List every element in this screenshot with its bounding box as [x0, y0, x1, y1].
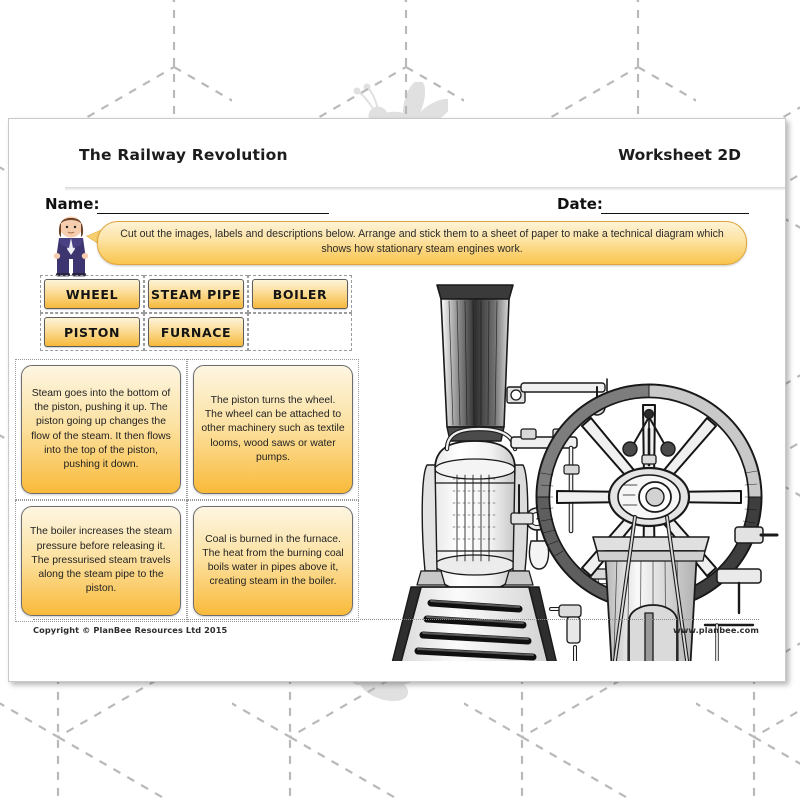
cutout-cell-empty — [248, 313, 352, 351]
name-label: Name: — [45, 195, 100, 213]
description-row-1 — [15, 359, 359, 500]
cutout-cell[interactable] — [187, 500, 359, 622]
label-cutouts — [40, 275, 352, 351]
label-chip-wheel[interactable]: WHEEL — [44, 279, 140, 309]
cutout-cell[interactable] — [40, 313, 144, 351]
label-chip-furnace[interactable]: FURNACE — [148, 317, 244, 347]
label-chip-steam-pipe[interactable]: STEAM PIPE — [148, 279, 244, 309]
worksheet-page — [8, 118, 786, 682]
website-link[interactable]: www.planbee.com — [673, 625, 759, 635]
description-text: The boiler increases the steam pressure before releasing it. The pressurised steam travels along the steam pipe to the piston. — [29, 526, 173, 595]
description-text: Coal is burned in the furnace. The heat from the burning coal boils water in pipes above it, creating steam in the boiler. — [202, 533, 344, 588]
page-header — [65, 137, 785, 188]
description-card-piston-steam[interactable] — [21, 365, 181, 494]
page-title: The Railway Revolution — [79, 146, 288, 164]
description-card-furnace[interactable] — [193, 506, 353, 616]
copyright-text: Copyright © PlanBee Resources Ltd 2015 — [33, 625, 228, 635]
cutout-cell[interactable] — [40, 275, 144, 313]
cutout-cell[interactable] — [144, 275, 248, 313]
label-row-2 — [40, 313, 352, 351]
cutout-cell[interactable] — [15, 359, 187, 500]
cutout-cell[interactable] — [15, 500, 187, 622]
name-date-row — [45, 193, 749, 219]
label-chip-boiler[interactable]: BOILER — [252, 279, 348, 309]
description-row-2 — [15, 500, 359, 622]
label-row-1 — [40, 275, 352, 313]
instruction-text: Cut out the images, labels and descriptions below. Arrange and stick them to a sheet of paper to make a technical diagram which shows how stationary steam engines work. — [120, 228, 724, 255]
instruction-banner — [97, 221, 747, 265]
steam-engine-illustration — [361, 269, 779, 661]
description-card-boiler[interactable] — [21, 506, 181, 616]
date-label: Date: — [557, 195, 603, 213]
worksheet-number: Worksheet 2D — [618, 146, 741, 164]
footer-divider — [33, 619, 759, 620]
cutout-cell[interactable] — [187, 359, 359, 500]
description-cutouts — [15, 359, 359, 622]
date-input[interactable] — [601, 212, 749, 214]
description-text: The piston turns the wheel. The wheel can be attached to other machinery such as textile looms, wood saws or water pumps. — [201, 394, 345, 463]
cutout-cell[interactable] — [248, 275, 352, 313]
label-chip-piston[interactable]: PISTON — [44, 317, 140, 347]
description-card-wheel[interactable] — [193, 365, 353, 494]
description-text: Steam goes into the bottom of the piston, pushing it up. The piston going up changes the flow of the steam. It then flows into the top of the piston, pushing it down. — [31, 387, 171, 470]
cutout-cell[interactable] — [144, 313, 248, 351]
name-input[interactable] — [97, 212, 329, 214]
